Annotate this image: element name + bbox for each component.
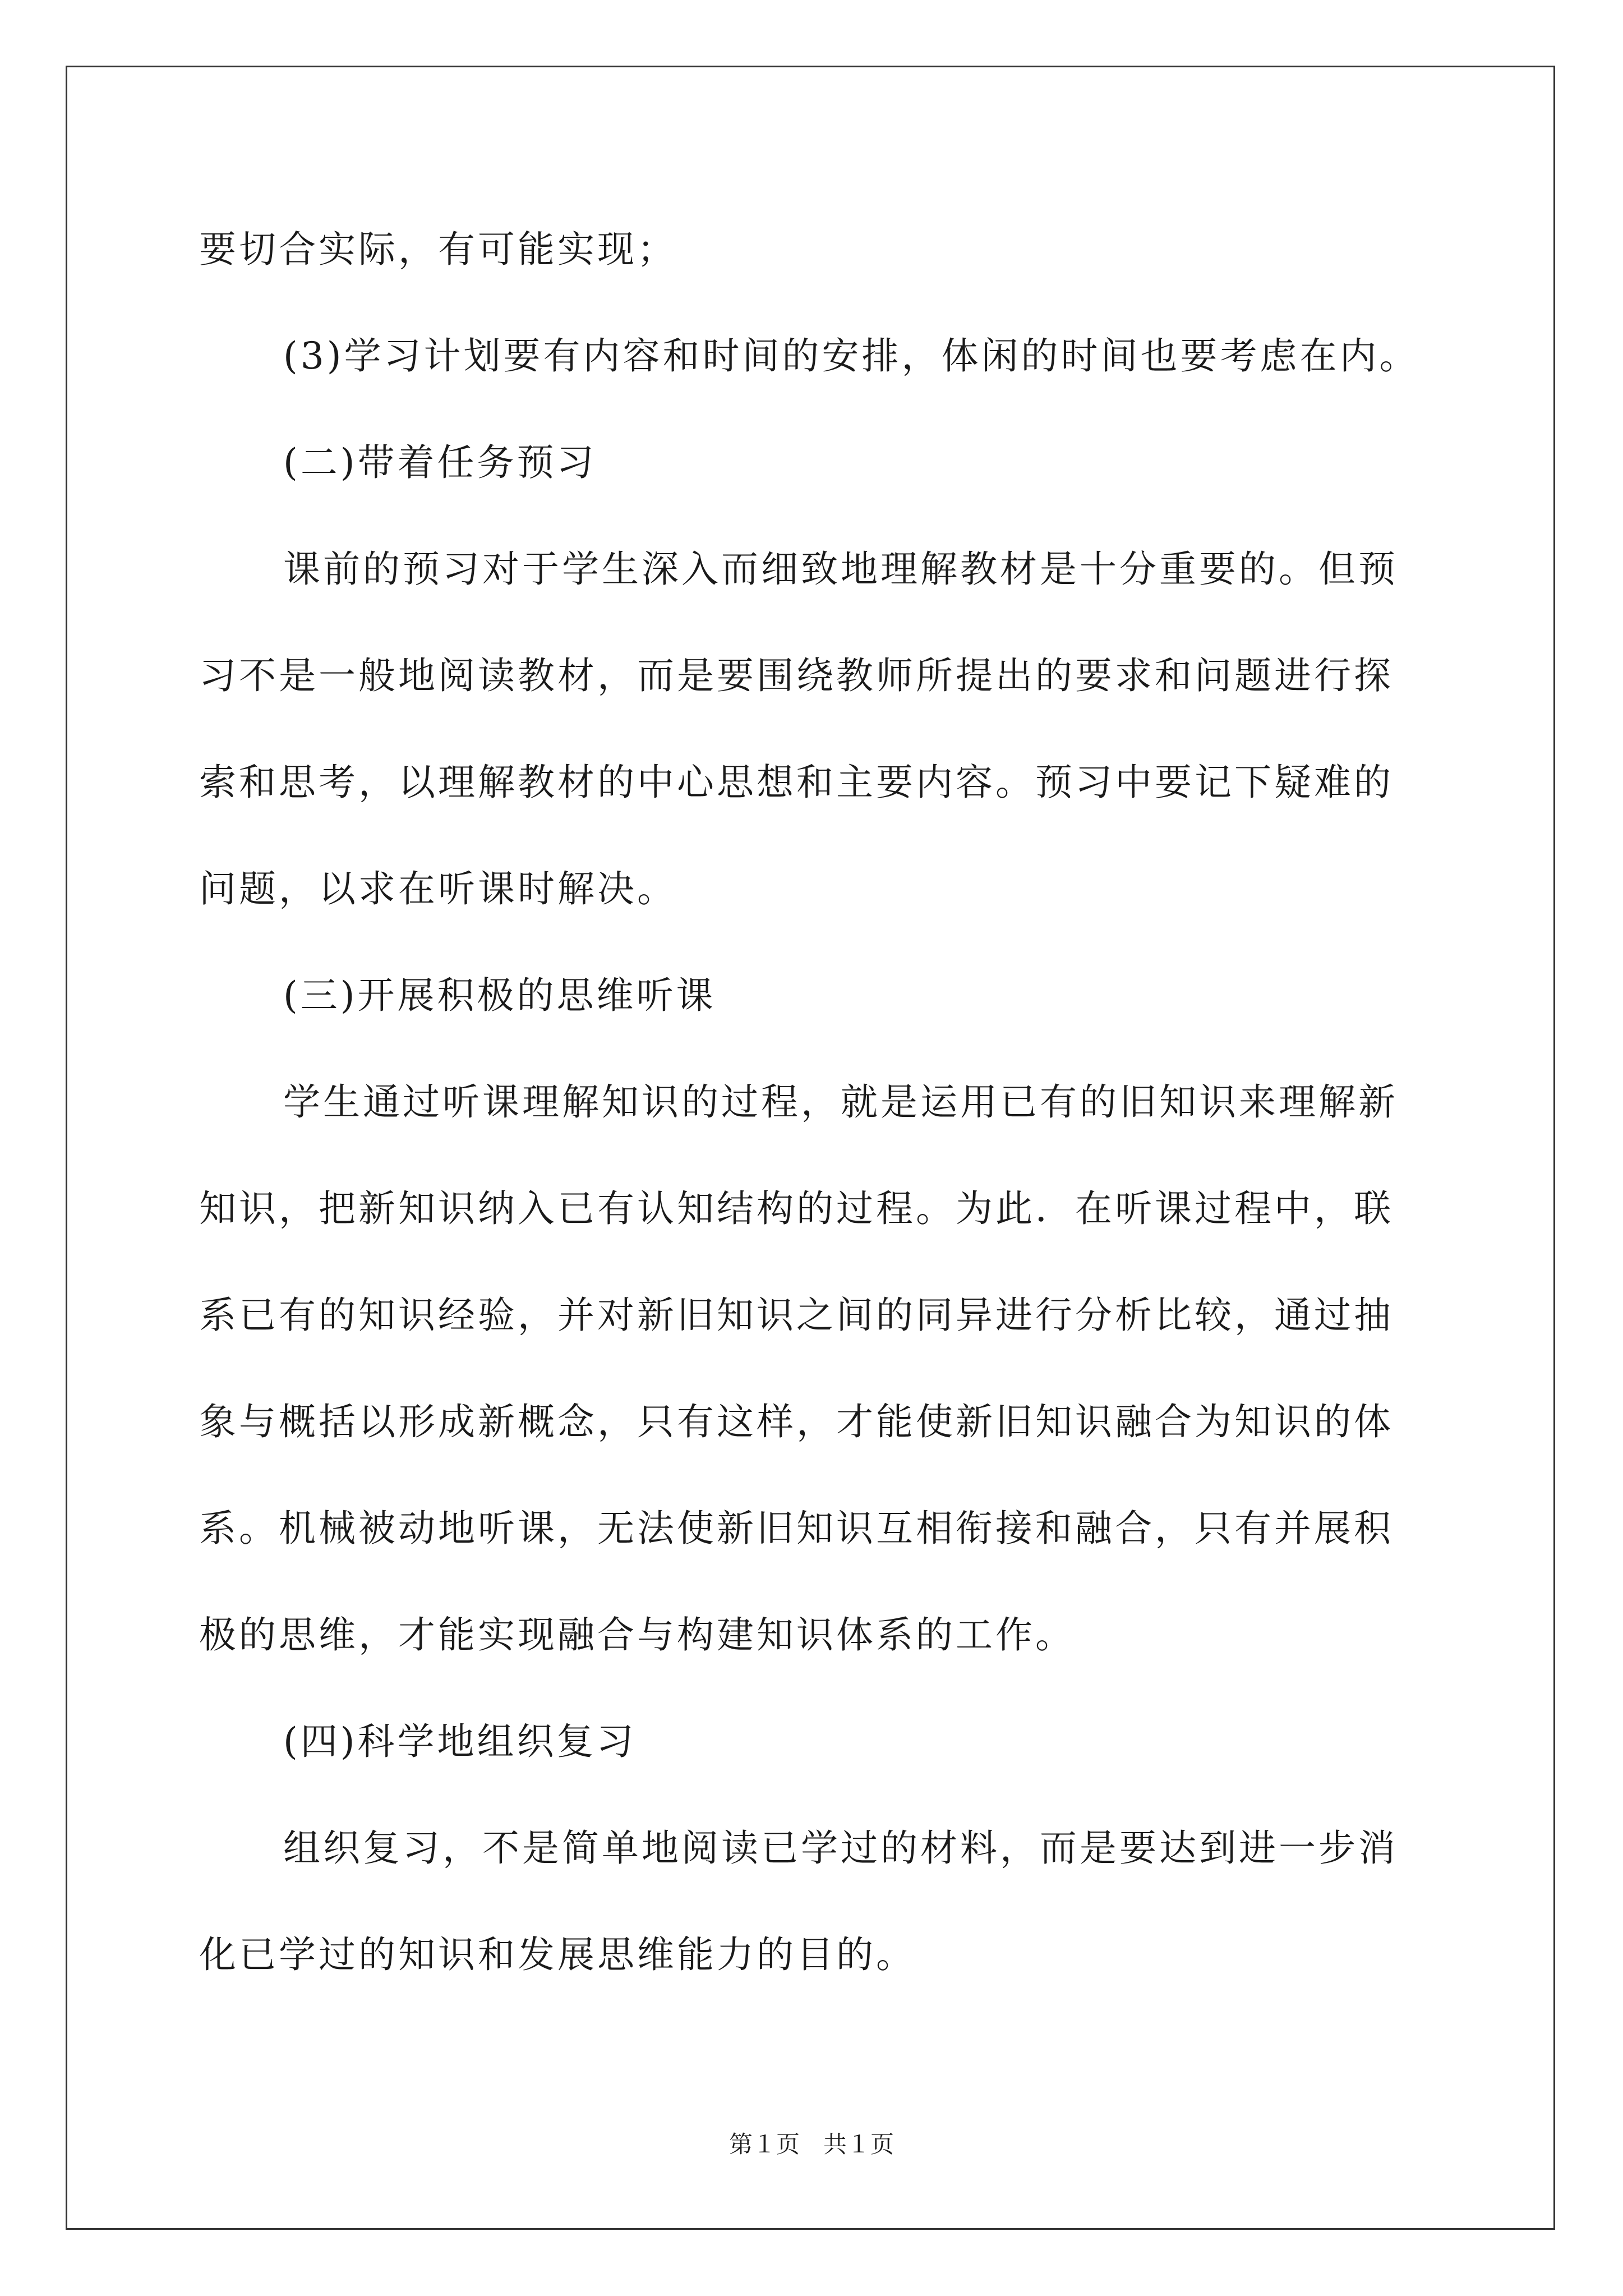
text-line-5: 习不是一般地阅读教材，而是要围绕教师所提出的要求和问题进行探	[199, 654, 1394, 697]
text-line-10: 知识，把新知识纳入已有认知结构的过程。为此．在听课过程中，联	[199, 1187, 1394, 1230]
text-line-7: 问题，以求在听课时解决。	[199, 867, 677, 910]
page-number: 第１页 共１页	[728, 2131, 894, 2158]
section-heading-2: (二)带着任务预习	[283, 441, 597, 484]
text-line-17: 化已学过的知识和发展思维能力的目的。	[199, 1933, 916, 1976]
text-line-12: 象与概括以形成新概念，只有这样，才能使新旧知识融合为知识的体	[199, 1400, 1394, 1443]
section-heading-4: (四)科学地组织复习	[283, 1720, 637, 1763]
text-line-13: 系。机械被动地听课，无法使新旧知识互相衔接和融合，只有并展积	[199, 1507, 1394, 1550]
section-heading-3: (三)开展积极的思维听课	[283, 974, 716, 1017]
text-line-4: 课前的预习对于学生深入而细致地理解教材是十分重要的。但预	[283, 547, 1398, 591]
text-line-11: 系已有的知识经验，并对新旧知识之间的同异进行分析比较，通过抽	[199, 1294, 1394, 1337]
text-line-9: 学生通过听课理解知识的过程，就是运用已有的旧知识来理解新	[283, 1080, 1398, 1124]
text-line-6: 索和思考，以理解教材的中心思想和主要内容。预习中要记下疑难的	[199, 761, 1394, 804]
page-border	[66, 66, 1555, 2230]
text-line-2: (3)学习计划要有内容和时间的安排，体闲的时间也要考虑在内。	[283, 334, 1419, 378]
text-line-16: 组织复习，不是简单地阅读已学过的材料，而是要达到进一步消	[283, 1826, 1398, 1870]
text-line-1: 要切合实际，有可能实现；	[199, 228, 677, 271]
text-line-14: 极的思维，才能实现融合与构建知识体系的工作。	[199, 1613, 1075, 1657]
